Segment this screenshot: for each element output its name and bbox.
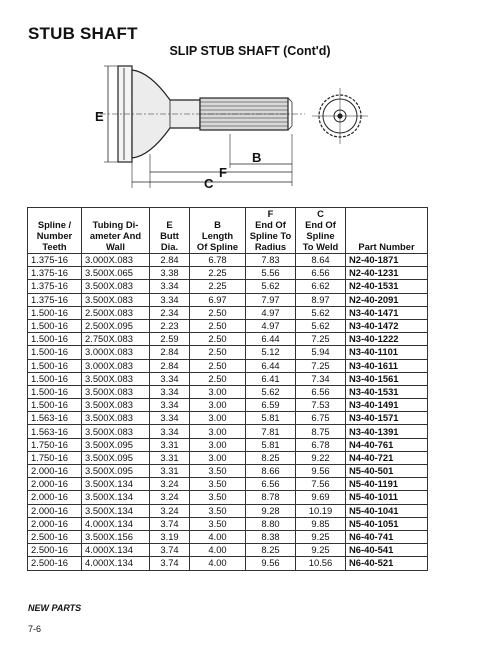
table-cell: 3.00 bbox=[190, 412, 246, 425]
table-cell: 3.00 bbox=[190, 425, 246, 438]
table-cell: 2.500X.083 bbox=[82, 306, 150, 319]
table-row bbox=[28, 544, 428, 557]
table-cell: 9.85 bbox=[296, 517, 346, 530]
table-row bbox=[28, 319, 428, 332]
table-cell: 3.500X.134 bbox=[82, 504, 150, 517]
table-cell: N5-40-501 bbox=[346, 465, 428, 478]
table-cell: N3-40-1101 bbox=[346, 346, 428, 359]
table-cell: 2.23 bbox=[150, 319, 190, 332]
table-cell: 3.34 bbox=[150, 425, 190, 438]
table-cell: 3.00 bbox=[190, 451, 246, 464]
column-letter: E bbox=[166, 219, 173, 230]
column-header-line: Radius bbox=[254, 241, 287, 252]
table-cell: 6.56 bbox=[296, 267, 346, 280]
table-cell: 8.78 bbox=[246, 491, 296, 504]
table-cell: 4.000X.134 bbox=[82, 544, 150, 557]
table-cell: 6.44 bbox=[246, 333, 296, 346]
table-row bbox=[28, 412, 428, 425]
table-cell: 5.56 bbox=[246, 267, 296, 280]
table-cell: 2.500-16 bbox=[28, 530, 82, 543]
dimension-label-b: B bbox=[252, 150, 262, 165]
table-cell: 4.000X.134 bbox=[82, 517, 150, 530]
table-row bbox=[28, 372, 428, 385]
table-body bbox=[28, 254, 428, 571]
table-cell: N3-40-1611 bbox=[346, 359, 428, 372]
table-cell: 1.563-16 bbox=[28, 425, 82, 438]
table-cell: 3.000X.083 bbox=[82, 346, 150, 359]
table-cell: 3.500X.083 bbox=[82, 385, 150, 398]
table-cell: 8.66 bbox=[246, 465, 296, 478]
column-header-line: End Of bbox=[305, 219, 336, 230]
table-cell: 3.50 bbox=[190, 491, 246, 504]
table-cell: 3.34 bbox=[150, 399, 190, 412]
table-cell: 1.500-16 bbox=[28, 385, 82, 398]
table-cell: 3.24 bbox=[150, 504, 190, 517]
column-letter: C bbox=[317, 208, 324, 219]
table-cell: 1.750-16 bbox=[28, 438, 82, 451]
table-cell: 4.000X.134 bbox=[82, 557, 150, 570]
table-cell: 5.62 bbox=[246, 280, 296, 293]
table-cell: 1.500-16 bbox=[28, 372, 82, 385]
stub-shaft-diagram bbox=[0, 64, 500, 204]
table-row bbox=[28, 478, 428, 491]
table-cell: 10.19 bbox=[296, 504, 346, 517]
table-row bbox=[28, 346, 428, 359]
table-cell: 3.50 bbox=[190, 504, 246, 517]
column-header bbox=[246, 208, 296, 254]
table-cell: 7.81 bbox=[246, 425, 296, 438]
table-row bbox=[28, 293, 428, 306]
table-cell: 9.22 bbox=[296, 451, 346, 464]
table-cell: 8.97 bbox=[296, 293, 346, 306]
table-cell: 1.500-16 bbox=[28, 399, 82, 412]
column-header-line: ameter And bbox=[89, 230, 142, 241]
table-cell: 5.94 bbox=[296, 346, 346, 359]
table-cell: 3.500X.156 bbox=[82, 530, 150, 543]
table-cell: 7.53 bbox=[296, 399, 346, 412]
table-cell: 6.78 bbox=[190, 254, 246, 267]
table-cell: 3.50 bbox=[190, 478, 246, 491]
table-cell: 3.24 bbox=[150, 478, 190, 491]
table-cell: 8.80 bbox=[246, 517, 296, 530]
column-header-line: Part Number bbox=[358, 241, 415, 252]
column-header-line: Length bbox=[201, 230, 234, 241]
table-cell: 1.500-16 bbox=[28, 346, 82, 359]
table-cell: 2.25 bbox=[190, 267, 246, 280]
table-cell: 3.19 bbox=[150, 530, 190, 543]
table-row bbox=[28, 359, 428, 372]
table-cell: 6.56 bbox=[296, 385, 346, 398]
table-cell: 2.84 bbox=[150, 359, 190, 372]
column-header-line: Dia. bbox=[160, 241, 179, 252]
page-number: 7-6 bbox=[28, 624, 42, 634]
table-cell: 9.56 bbox=[246, 557, 296, 570]
table-cell: N6-40-741 bbox=[346, 530, 428, 543]
table-cell: 2.25 bbox=[190, 280, 246, 293]
table-cell: 3.31 bbox=[150, 438, 190, 451]
table-cell: 2.000-16 bbox=[28, 517, 82, 530]
table-cell: 3.500X.083 bbox=[82, 293, 150, 306]
table-cell: 3.500X.095 bbox=[82, 438, 150, 451]
table-cell: N6-40-521 bbox=[346, 557, 428, 570]
table-cell: 2.500-16 bbox=[28, 557, 82, 570]
table-row bbox=[28, 530, 428, 543]
table-cell: 4.97 bbox=[246, 306, 296, 319]
column-letter: B bbox=[214, 219, 221, 230]
table-cell: 2.34 bbox=[150, 306, 190, 319]
table-cell: 9.25 bbox=[296, 530, 346, 543]
table-cell: 2.84 bbox=[150, 254, 190, 267]
table-cell: N3-40-1391 bbox=[346, 425, 428, 438]
table-cell: 9.28 bbox=[246, 504, 296, 517]
column-header bbox=[82, 208, 150, 254]
table-cell: 7.56 bbox=[296, 478, 346, 491]
table-cell: 2.500-16 bbox=[28, 544, 82, 557]
table-cell: 10.56 bbox=[296, 557, 346, 570]
table-cell: 3.500X.134 bbox=[82, 491, 150, 504]
table-row bbox=[28, 504, 428, 517]
column-header-line: Of Spline bbox=[196, 241, 239, 252]
table-cell: 3.38 bbox=[150, 267, 190, 280]
table-cell: 5.12 bbox=[246, 346, 296, 359]
table-cell: 1.375-16 bbox=[28, 267, 82, 280]
column-header-line: Wall bbox=[106, 241, 125, 252]
table-cell: N4-40-761 bbox=[346, 438, 428, 451]
column-header-line: Spline / bbox=[37, 219, 72, 230]
table-cell: 6.97 bbox=[190, 293, 246, 306]
table-cell: N2-40-1871 bbox=[346, 254, 428, 267]
table-cell: 3.34 bbox=[150, 412, 190, 425]
table-cell: 7.97 bbox=[246, 293, 296, 306]
page-title: STUB SHAFT bbox=[28, 24, 138, 43]
table-cell: 3.00 bbox=[190, 399, 246, 412]
table-cell: N5-40-1041 bbox=[346, 504, 428, 517]
table-cell: 3.500X.083 bbox=[82, 412, 150, 425]
table-cell: 3.00 bbox=[190, 438, 246, 451]
table-cell: 2.50 bbox=[190, 372, 246, 385]
table-cell: 5.81 bbox=[246, 438, 296, 451]
table-cell: 2.000-16 bbox=[28, 491, 82, 504]
table-cell: 4.00 bbox=[190, 544, 246, 557]
table-cell: 7.34 bbox=[296, 372, 346, 385]
table-cell: 1.500-16 bbox=[28, 306, 82, 319]
column-header bbox=[28, 208, 82, 254]
table-row bbox=[28, 491, 428, 504]
table-cell: 3.000X.083 bbox=[82, 359, 150, 372]
table-cell: 2.50 bbox=[190, 306, 246, 319]
table-cell: 6.59 bbox=[246, 399, 296, 412]
column-header-line: Tubing Di- bbox=[92, 219, 139, 230]
table-cell: 3.34 bbox=[150, 293, 190, 306]
table-cell: 2.500X.095 bbox=[82, 319, 150, 332]
section-title: SLIP STUB SHAFT (Cont'd) bbox=[169, 44, 331, 58]
table-cell: 3.34 bbox=[150, 280, 190, 293]
table-cell: 1.563-16 bbox=[28, 412, 82, 425]
table-row bbox=[28, 451, 428, 464]
table-cell: 5.62 bbox=[296, 306, 346, 319]
column-header-line: Spline To bbox=[249, 230, 292, 241]
table-row bbox=[28, 254, 428, 267]
table-cell: 3.34 bbox=[150, 385, 190, 398]
table-header-row bbox=[28, 208, 428, 254]
table-cell: 2.000-16 bbox=[28, 478, 82, 491]
table-cell: 6.44 bbox=[246, 359, 296, 372]
table-cell: 3.74 bbox=[150, 517, 190, 530]
column-header-line: Teeth bbox=[42, 241, 67, 252]
table-cell: 1.375-16 bbox=[28, 280, 82, 293]
table-row bbox=[28, 438, 428, 451]
table-cell: 8.25 bbox=[246, 544, 296, 557]
table-row bbox=[28, 517, 428, 530]
table-cell: 4.97 bbox=[246, 319, 296, 332]
table-row bbox=[28, 425, 428, 438]
table-cell: 3.24 bbox=[150, 491, 190, 504]
table-cell: N3-40-1472 bbox=[346, 319, 428, 332]
table-row bbox=[28, 267, 428, 280]
table-cell: N3-40-1561 bbox=[346, 372, 428, 385]
table-cell: N3-40-1471 bbox=[346, 306, 428, 319]
table-row bbox=[28, 465, 428, 478]
table-cell: 8.38 bbox=[246, 530, 296, 543]
table-cell: 2.50 bbox=[190, 359, 246, 372]
table-cell: 3.34 bbox=[150, 372, 190, 385]
column-header-line: To Weld bbox=[302, 241, 339, 252]
table-row bbox=[28, 385, 428, 398]
dimension-label-e: E bbox=[95, 109, 104, 124]
table-cell: 1.750-16 bbox=[28, 451, 82, 464]
table-cell: N3-40-1531 bbox=[346, 385, 428, 398]
table-cell: 2.000-16 bbox=[28, 504, 82, 517]
table-cell: N5-40-1051 bbox=[346, 517, 428, 530]
table-cell: 8.75 bbox=[296, 425, 346, 438]
table-row bbox=[28, 557, 428, 570]
table-cell: 3.500X.065 bbox=[82, 267, 150, 280]
table-cell: N4-40-721 bbox=[346, 451, 428, 464]
table-cell: 3.74 bbox=[150, 557, 190, 570]
table-cell: 5.81 bbox=[246, 412, 296, 425]
table-cell: 2.59 bbox=[150, 333, 190, 346]
table-cell: N2-40-2091 bbox=[346, 293, 428, 306]
dimension-label-f: F bbox=[219, 165, 227, 180]
table-cell: 1.375-16 bbox=[28, 254, 82, 267]
dimension-label-c: C bbox=[204, 176, 214, 191]
column-header-line: Spline bbox=[306, 230, 335, 241]
table-cell: N2-40-1531 bbox=[346, 280, 428, 293]
table-cell: 1.500-16 bbox=[28, 333, 82, 346]
column-header-line: End Of bbox=[255, 219, 286, 230]
table-cell: 5.62 bbox=[246, 385, 296, 398]
table-cell: N6-40-541 bbox=[346, 544, 428, 557]
table-cell: 8.64 bbox=[296, 254, 346, 267]
table-cell: 3.00 bbox=[190, 385, 246, 398]
table-cell: 3.500X.095 bbox=[82, 451, 150, 464]
table-cell: 6.62 bbox=[296, 280, 346, 293]
table-cell: 2.750X.083 bbox=[82, 333, 150, 346]
column-header-line: Number bbox=[36, 230, 73, 241]
column-header bbox=[296, 208, 346, 254]
table-cell: 4.00 bbox=[190, 530, 246, 543]
table-cell: 9.25 bbox=[296, 544, 346, 557]
table-row bbox=[28, 333, 428, 346]
table-cell: 3.500X.083 bbox=[82, 372, 150, 385]
table-cell: 6.56 bbox=[246, 478, 296, 491]
table-cell: 2.50 bbox=[190, 333, 246, 346]
table-cell: 3.500X.134 bbox=[82, 478, 150, 491]
table-cell: 3.74 bbox=[150, 544, 190, 557]
table-cell: 3.500X.083 bbox=[82, 399, 150, 412]
table-cell: 7.83 bbox=[246, 254, 296, 267]
table-cell: 5.62 bbox=[296, 319, 346, 332]
column-letter: F bbox=[267, 208, 274, 219]
table-cell: 1.500-16 bbox=[28, 359, 82, 372]
table-cell: 3.500X.083 bbox=[82, 280, 150, 293]
table-cell: 3.500X.083 bbox=[82, 425, 150, 438]
table-cell: 7.25 bbox=[296, 333, 346, 346]
column-header bbox=[150, 208, 190, 254]
table-cell: N3-40-1222 bbox=[346, 333, 428, 346]
parts-table bbox=[27, 207, 428, 571]
table-cell: 1.375-16 bbox=[28, 293, 82, 306]
table-cell: N5-40-1011 bbox=[346, 491, 428, 504]
table-cell: 2.000-16 bbox=[28, 465, 82, 478]
column-header bbox=[346, 208, 428, 254]
table-cell: 9.56 bbox=[296, 465, 346, 478]
table-cell: 3.50 bbox=[190, 465, 246, 478]
table-cell: 3.31 bbox=[150, 451, 190, 464]
table-cell: N3-40-1491 bbox=[346, 399, 428, 412]
table-cell: 9.69 bbox=[296, 491, 346, 504]
table-cell: 3.50 bbox=[190, 517, 246, 530]
table-row bbox=[28, 306, 428, 319]
table-cell: 6.78 bbox=[296, 438, 346, 451]
table-cell: N2-40-1231 bbox=[346, 267, 428, 280]
table-cell: 2.50 bbox=[190, 346, 246, 359]
table-row bbox=[28, 280, 428, 293]
table-cell: 6.41 bbox=[246, 372, 296, 385]
table-cell: 4.00 bbox=[190, 557, 246, 570]
table-cell: 7.25 bbox=[296, 359, 346, 372]
table-cell: 2.50 bbox=[190, 319, 246, 332]
column-header-line: Butt bbox=[160, 230, 179, 241]
table-cell: 1.500-16 bbox=[28, 319, 82, 332]
table-cell: 3.31 bbox=[150, 465, 190, 478]
new-parts-note: NEW PARTS bbox=[28, 603, 82, 613]
table-cell: 8.25 bbox=[246, 451, 296, 464]
column-header bbox=[190, 208, 246, 254]
table-cell: 2.84 bbox=[150, 346, 190, 359]
table-cell: N5-40-1191 bbox=[346, 478, 428, 491]
table-cell: N3-40-1571 bbox=[346, 412, 428, 425]
table-cell: 3.500X.095 bbox=[82, 465, 150, 478]
table-row bbox=[28, 399, 428, 412]
table-cell: 3.000X.083 bbox=[82, 254, 150, 267]
table-cell: 6.75 bbox=[296, 412, 346, 425]
